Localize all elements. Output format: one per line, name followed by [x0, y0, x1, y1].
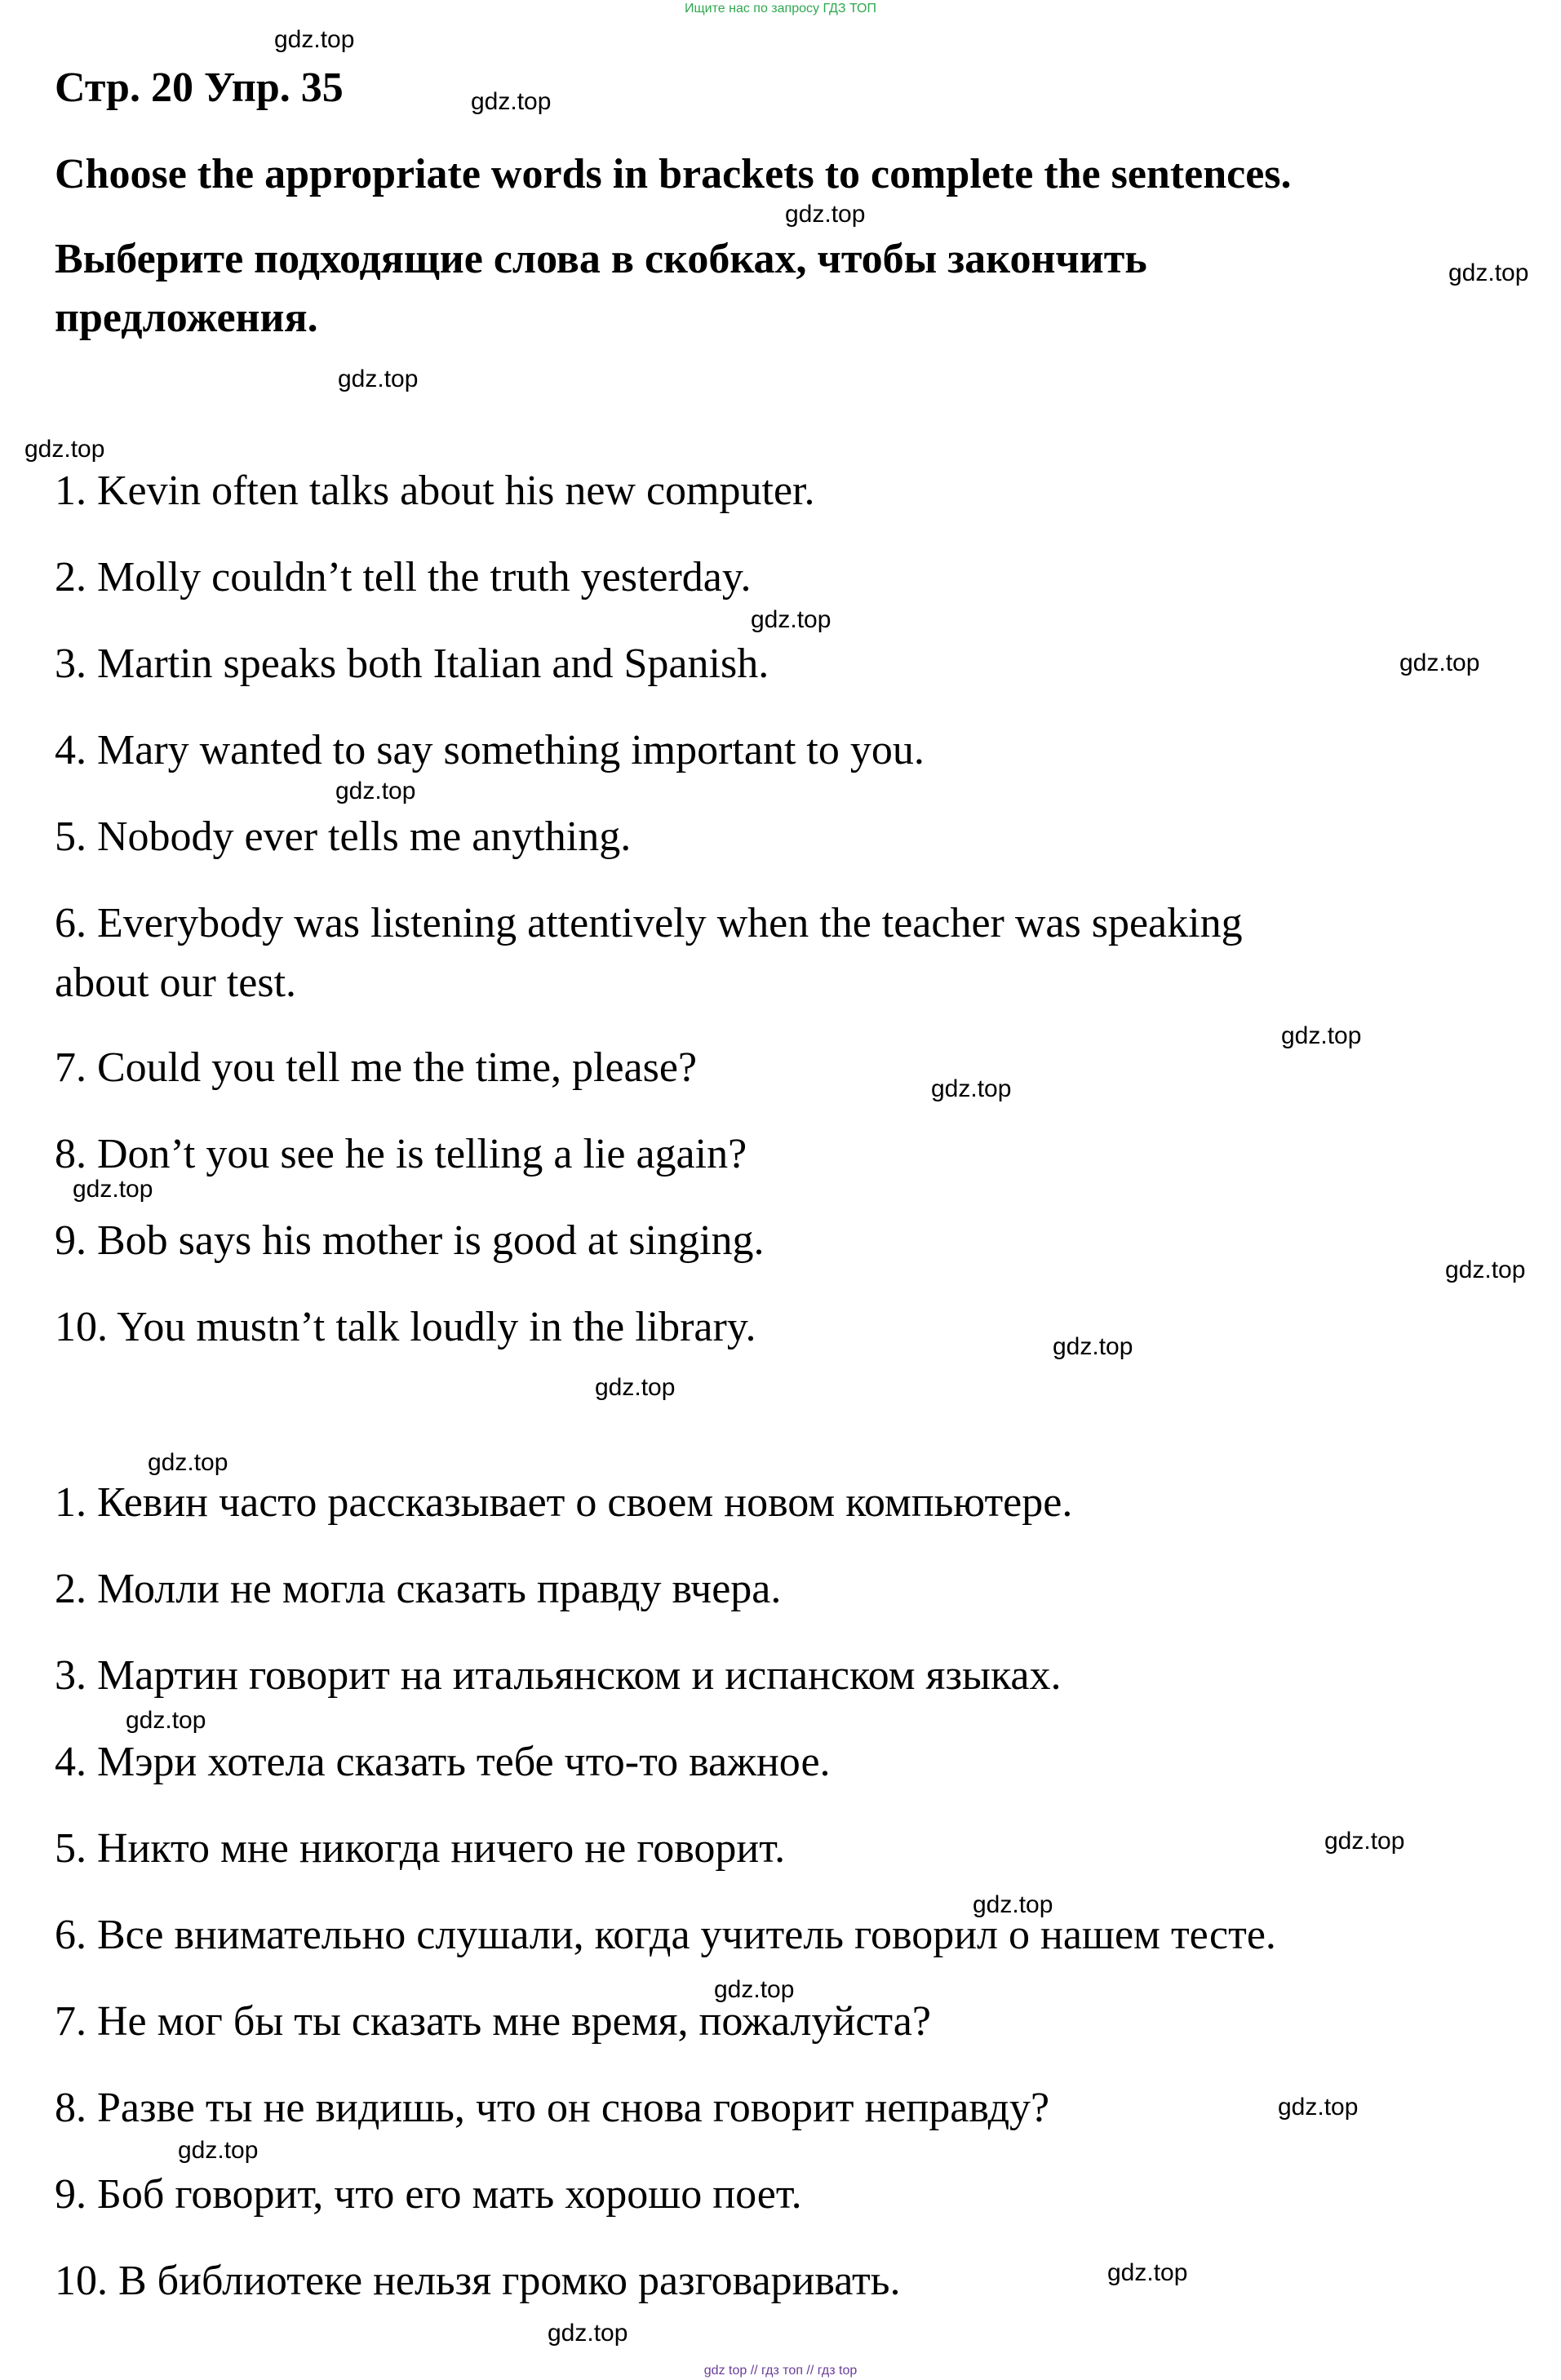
watermark: gdz.top [73, 1176, 153, 1203]
russian-sentence: 9. Боб говорит, что его мать хорошо поет. [55, 2171, 802, 2218]
russian-sentence: 7. Не мог бы ты сказать мне время, пожалуйста? [55, 1998, 931, 2045]
watermark: gdz.top [1399, 649, 1480, 676]
watermark: gdz.top [148, 1449, 228, 1476]
watermark: gdz.top [178, 2137, 259, 2164]
russian-sentence: 6. Все внимательно слушали, когда учитель говорил о нашем тесте. [55, 1912, 1276, 1958]
watermark: gdz.top [1107, 2259, 1188, 2286]
english-sentence: 3. Martin speaks both Italian and Spanish. [55, 640, 769, 687]
english-sentence: 9. Bob says his mother is good at singing. [55, 1217, 765, 1264]
russian-sentence: 5. Никто мне никогда ничего не говорит. [55, 1825, 786, 1872]
russian-sentence: 10. В библиотеке нельзя громко разговаривать. [55, 2258, 901, 2304]
watermark: gdz.top [1281, 1022, 1362, 1049]
watermark: gdz.top [471, 88, 552, 115]
watermark: gdz.top [335, 778, 416, 804]
russian-sentence: 1. Кевин часто рассказывает о своем новом компьютере. [55, 1479, 1073, 1526]
watermark: gdz.top [274, 26, 355, 53]
watermark: gdz.top [126, 1707, 206, 1734]
russian-sentence: 2. Молли не могла сказать правду вчера. [55, 1566, 782, 1612]
russian-sentence: 8. Разве ты не видишь, что он снова говорит неправду? [55, 2085, 1050, 2131]
top-banner: Ищите нас по запросу ГДЗ ТОП [685, 2, 876, 16]
instruction-ru-line2: предложения. [55, 295, 318, 341]
watermark: gdz.top [751, 606, 831, 633]
english-sentence: 8. Don’t you see he is telling a lie again? [55, 1131, 747, 1177]
english-sentence: 7. Could you tell me the time, please? [55, 1044, 698, 1091]
watermark: gdz.top [548, 2320, 628, 2347]
page-title: Стр. 20 Упр. 35 [55, 64, 344, 111]
english-sentence: 10. You mustn’t talk loudly in the library. [55, 1304, 756, 1350]
watermark: gdz.top [1445, 1256, 1526, 1283]
watermark: gdz.top [931, 1075, 1012, 1102]
footer: gdz top // гдз топ // гдз top [703, 2364, 858, 2378]
english-sentence: 2. Molly couldn’t tell the truth yesterday. [55, 554, 752, 601]
watermark: gdz.top [1448, 259, 1529, 286]
watermark: gdz.top [1053, 1333, 1133, 1360]
english-sentence: 5. Nobody ever tells me anything. [55, 813, 632, 860]
english-sentence: 6. Everybody was listening attentively when the teacher was speaking [55, 900, 1243, 946]
english-sentence: 4. Mary wanted to say something important to you. [55, 727, 925, 773]
russian-sentence: 3. Мартин говорит на итальянском и испанском языках. [55, 1652, 1062, 1699]
instruction-en: Choose the appropriate words in brackets to complete the sentences. [55, 151, 1292, 197]
watermark: gdz.top [1278, 2094, 1359, 2121]
watermark: gdz.top [973, 1891, 1053, 1918]
watermark: gdz.top [24, 436, 105, 463]
watermark: gdz.top [338, 366, 419, 392]
watermark: gdz.top [595, 1374, 676, 1401]
instruction-ru-line1: Выберите подходящие слова в скобках, чтобы закончить [55, 236, 1147, 282]
watermark: gdz.top [714, 1976, 795, 2003]
english-sentence: 1. Kevin often talks about his new computer. [55, 468, 815, 514]
english-sentence-continued: about our test. [55, 960, 297, 1006]
russian-sentence: 4. Мэри хотела сказать тебе что-то важное. [55, 1739, 831, 1785]
watermark: gdz.top [785, 201, 866, 228]
watermark: gdz.top [1324, 1828, 1405, 1855]
